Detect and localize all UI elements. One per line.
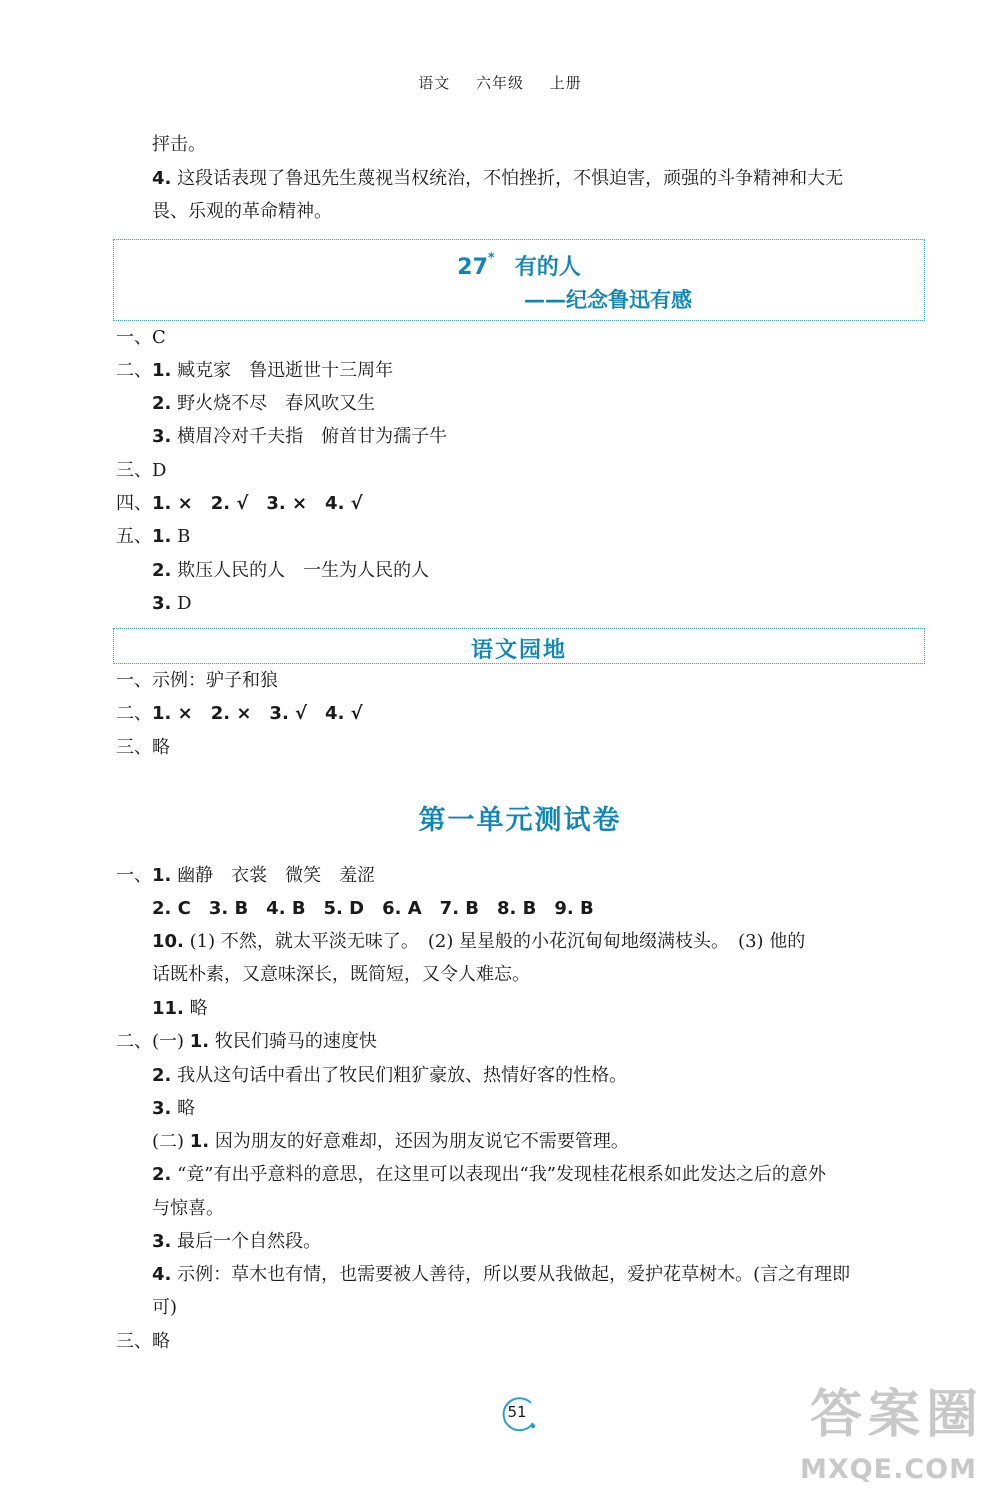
answer-line: 三、略	[116, 737, 170, 758]
answer-line: 一、1. 幽静 衣裳 微笑 羞涩	[116, 865, 376, 886]
answer-line: 畏、乐观的革命精神。	[152, 201, 332, 222]
answer-line: 一、C	[116, 327, 166, 348]
garden-title: 语文园地	[470, 638, 567, 663]
answer-line: 4. 这段话表现了鲁迅先生蔑视当权统治，不怕挫折，不惧迫害，顽强的斗争精神和大无	[152, 168, 844, 189]
header-grade: 六年级	[475, 74, 524, 92]
answer-line: 五、1. B	[116, 526, 191, 547]
lesson-27-title-box	[113, 239, 925, 321]
answer-line: 11. 略	[152, 998, 208, 1019]
answer-line: 四、1. × 2. √ 3. × 4. √	[116, 493, 363, 514]
answer-line: 一、示例：驴子和狼	[116, 670, 278, 691]
answer-line: (二) 1. 因为朋友的好意难却，还因为朋友说它不需要管理。	[152, 1131, 629, 1152]
answer-line: 2. 我从这句话中看出了牧民们粗犷豪放、热情好客的性格。	[152, 1065, 628, 1086]
answer-line: 三、略	[116, 1331, 170, 1352]
answer-line: 3. 略	[152, 1098, 196, 1119]
page-number: 51	[497, 1393, 539, 1435]
answer-line: 话既朴素，又意味深长，既简短，又令人难忘。	[152, 964, 530, 985]
lesson-27-title: 27* 有的人	[457, 250, 581, 280]
answer-line: 二、(一) 1. 牧民们骑马的速度快	[116, 1031, 377, 1052]
answer-line: 2. C 3. B 4. B 5. D 6. A 7. B 8. B 9. B	[152, 898, 594, 919]
answer-line: 2. 欺压人民的人 一生为人民的人	[152, 560, 430, 581]
answer-line: 2. 野火烧不尽 春风吹又生	[152, 393, 376, 414]
lesson-27-subtitle: ——纪念鲁迅有感	[524, 288, 692, 312]
answer-line: 二、1. × 2. × 3. √ 4. √	[116, 703, 363, 724]
answer-line: 3. 横眉冷对千夫指 俯首甘为孺子牛	[152, 426, 448, 447]
answer-line: 3. 最后一个自然段。	[152, 1231, 322, 1252]
watermark	[800, 1372, 996, 1492]
answer-line: 抨击。	[152, 134, 206, 155]
answer-line: 与惊喜。	[152, 1198, 224, 1219]
unit-test-title: 第一单元测试卷	[418, 805, 622, 836]
watermark-logo: 答案圈	[810, 1385, 985, 1445]
answer-line: 可)	[152, 1297, 178, 1318]
answer-line: 2. “竟”有出乎意料的意思，在这里可以表现出“我”发现桂花根系如此发达之后的意外	[152, 1164, 826, 1185]
garden-title-box	[113, 628, 925, 664]
answer-line: 3. D	[152, 593, 192, 614]
page-header	[0, 72, 1000, 93]
answer-line: 三、D	[116, 460, 167, 481]
answer-line: 二、1. 臧克家 鲁迅逝世十三周年	[116, 360, 394, 381]
header-subject: 语文	[418, 74, 451, 92]
answer-line: 10. (1) 不然，就太平淡无味了。 (2) 星星般的小花沉甸甸地缀满枝头。 (3) 他的	[152, 931, 806, 952]
header-volume: 上册	[549, 74, 582, 92]
answer-line: 4. 示例：草木也有情，也需要被人善待，所以要从我做起，爱护花草树木。(言之有理即	[152, 1264, 851, 1285]
watermark-url: MXQE.COM	[800, 1454, 977, 1485]
